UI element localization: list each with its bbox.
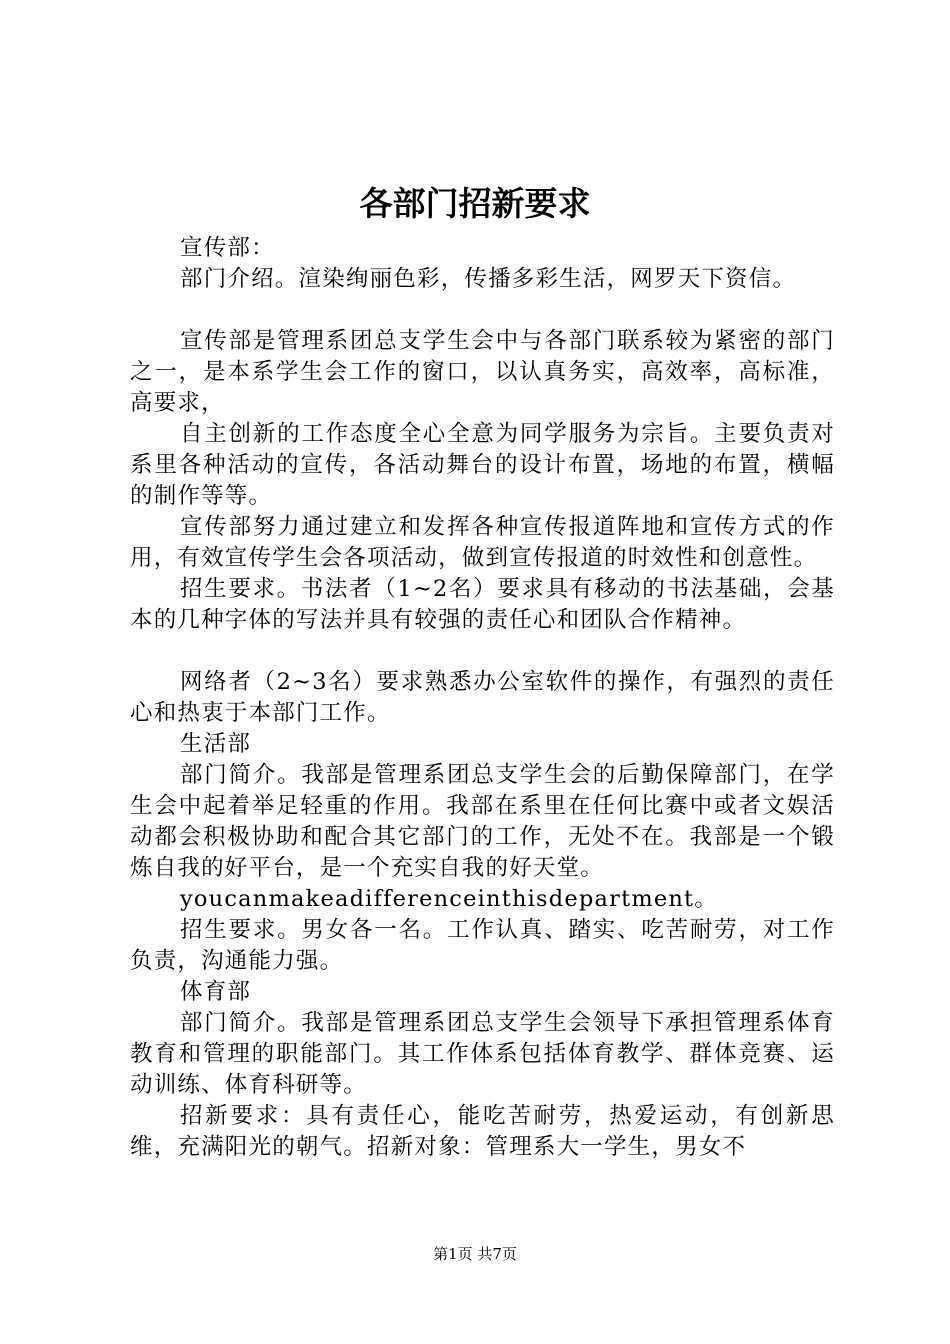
paragraph: 宣传部： xyxy=(180,235,275,261)
paragraph: youcanmakeadifferenceinthisdepartment。 xyxy=(180,886,718,912)
paragraph: 招生要求。书法者（1~2名）要求具有移动的书法基础，会基本的几种字体的写法并具有较强的责任心和团队合作精神。 xyxy=(130,576,835,633)
paragraph: 招生要求。男女各一名。工作认真、踏实、吃苦耐劳，对工作负责，沟通能力强。 xyxy=(130,917,835,974)
paragraph: 部门介绍。渲染绚丽色彩，传播多彩生活，网罗天下资信。 xyxy=(180,266,797,292)
paragraph: 宣传部努力通过建立和发挥各种宣传报道阵地和宣传方式的作用，有效宣传学生会各项活动，做到宣传报道的时效性和创意性。 xyxy=(130,514,835,571)
paragraph: 网络者（2~3名）要求熟悉办公室软件的操作，有强烈的责任心和热衷于本部门工作。 xyxy=(130,669,835,726)
document-title: 各部门招新要求 xyxy=(359,184,591,223)
document-body xyxy=(130,233,835,1163)
section-heading: 体育部 xyxy=(180,979,252,1005)
section-heading: 生活部 xyxy=(180,731,252,757)
paragraph: 宣传部是管理系团总支学生会中与各部门联系较为紧密的部门之一，是本系学生会工作的窗口，以认真务实，高效率，高标准，高要求， xyxy=(130,328,835,416)
page-footer: 第1页 共7页 xyxy=(433,1245,517,1263)
paragraph: 自主创新的工作态度全心全意为同学服务为宗旨。主要负责对系里各种活动的宣传，各活动舞台的设计布置，场地的布置，横幅的制作等等。 xyxy=(130,421,835,509)
paragraph: 部门简介。我部是管理系团总支学生会的后勤保障部门，在学生会中起着举足轻重的作用。我部在系里在任何比赛中或者文娱活动都会积极协助和配合其它部门的工作，无处不在。我部是一个锻炼自我的好平台，是一个充实自我的好天堂。 xyxy=(130,762,835,881)
paragraph: 招新要求：具有责任心，能吃苦耐劳，热爱运动，有创新思维，充满阳光的朝气。招新对象：管理系大一学生，男女不 xyxy=(130,1103,835,1160)
paragraph: 部门简介。我部是管理系团总支学生会领导下承担管理系体育教育和管理的职能部门。其工作体系包括体育教学、群体竞赛、运动训练、体育科研等。 xyxy=(130,1010,835,1098)
